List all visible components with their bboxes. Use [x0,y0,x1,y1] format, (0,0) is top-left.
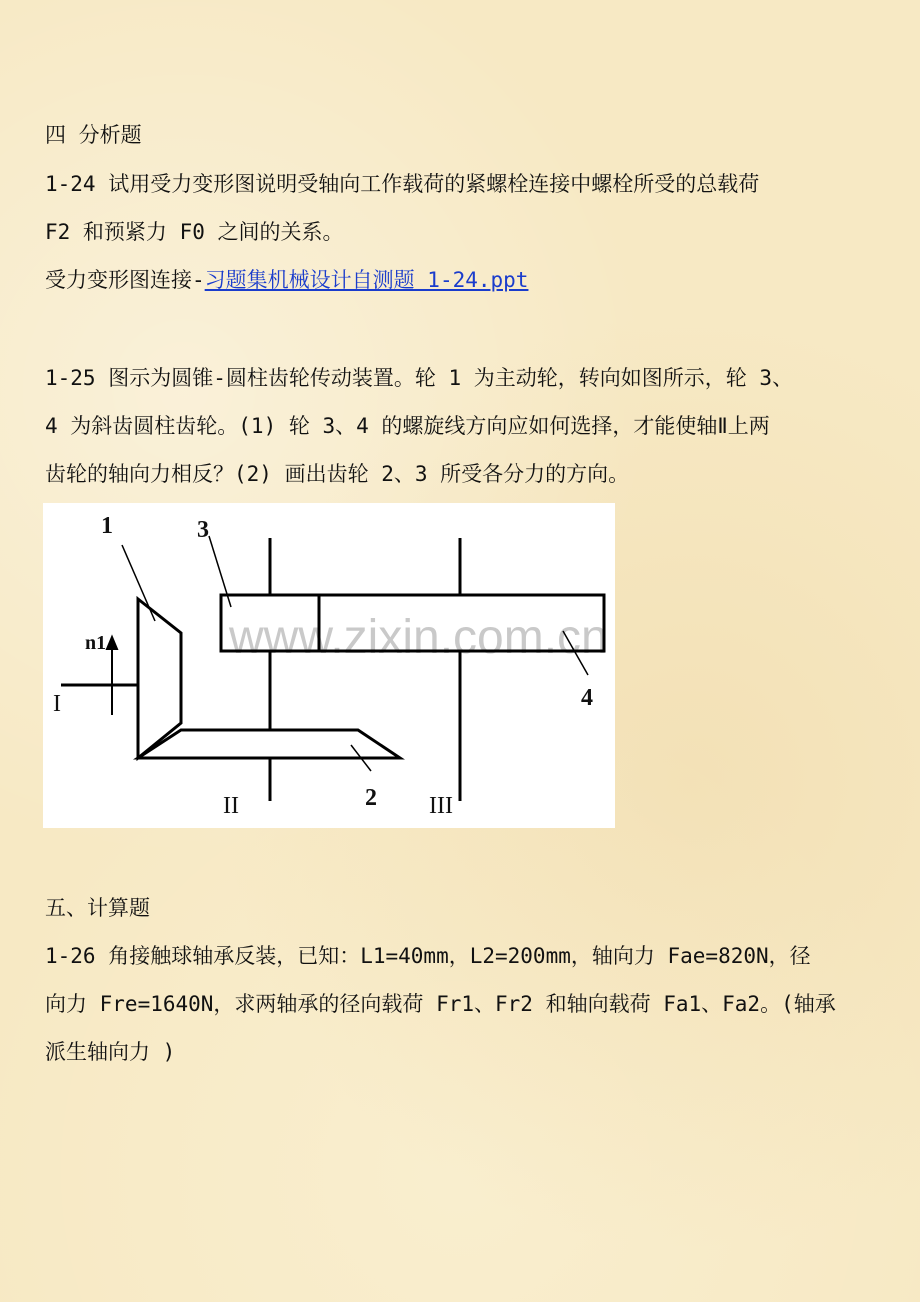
gear-train-figure [43,503,615,828]
gear-label-3: 3 [197,517,209,543]
link-prefix: 受力变形图连接- [45,268,205,292]
speed-label-n1: n1 [85,632,107,654]
gear-label-2: 2 [365,785,377,811]
bevel-gear-2 [138,730,400,758]
n1-arrow-head [107,637,117,649]
q125-line1: 1-25 图示为圆锥-圆柱齿轮传动装置。轮 1 为主动轮，转向如图所示，轮 3、 [45,366,794,390]
shaft-label-1: I [53,691,61,717]
gear-label-4: 4 [581,685,593,711]
gear-label-1: 1 [101,513,113,539]
q125-line3: 齿轮的轴向力相反？(2) 画出齿轮 2、3 所受各分力的方向。 [45,462,630,486]
section5-heading: 五、计算题 [45,896,150,920]
q126-line1: 1-26 角接触球轴承反装，已知：L1=40mm，L2=200mm，轴向力 Fae=820N，径 [45,944,811,968]
watermark: www.zixin.com.cn [229,611,608,664]
q125-line2: 4 为斜齿圆柱齿轮。(1) 轮 3、4 的螺旋线方向应如何选择，才能使轴Ⅱ上两 [45,414,770,438]
q124-line2: F2 和预紧力 F0 之间的关系。 [45,220,344,244]
shaft-label-2: II [223,793,239,819]
q126-line2: 向力 Fre=1640N，求两轴承的径向载荷 Fr1、Fr2 和轴向载荷 Fa1、Fa2。(轴承 [45,992,836,1016]
q124-line1: 1-24 试用受力变形图说明受轴向工作载荷的紧螺栓连接中螺栓所受的总载荷 [45,172,760,196]
ppt-link[interactable]: 习题集机械设计自测题 1-24.ppt [204,268,529,292]
q126-line3: 派生轴向力 ) [45,1040,176,1064]
shaft-label-3: III [429,793,453,819]
q124-link-line [45,266,528,294]
section4-heading: 四 分析题 [45,123,142,147]
